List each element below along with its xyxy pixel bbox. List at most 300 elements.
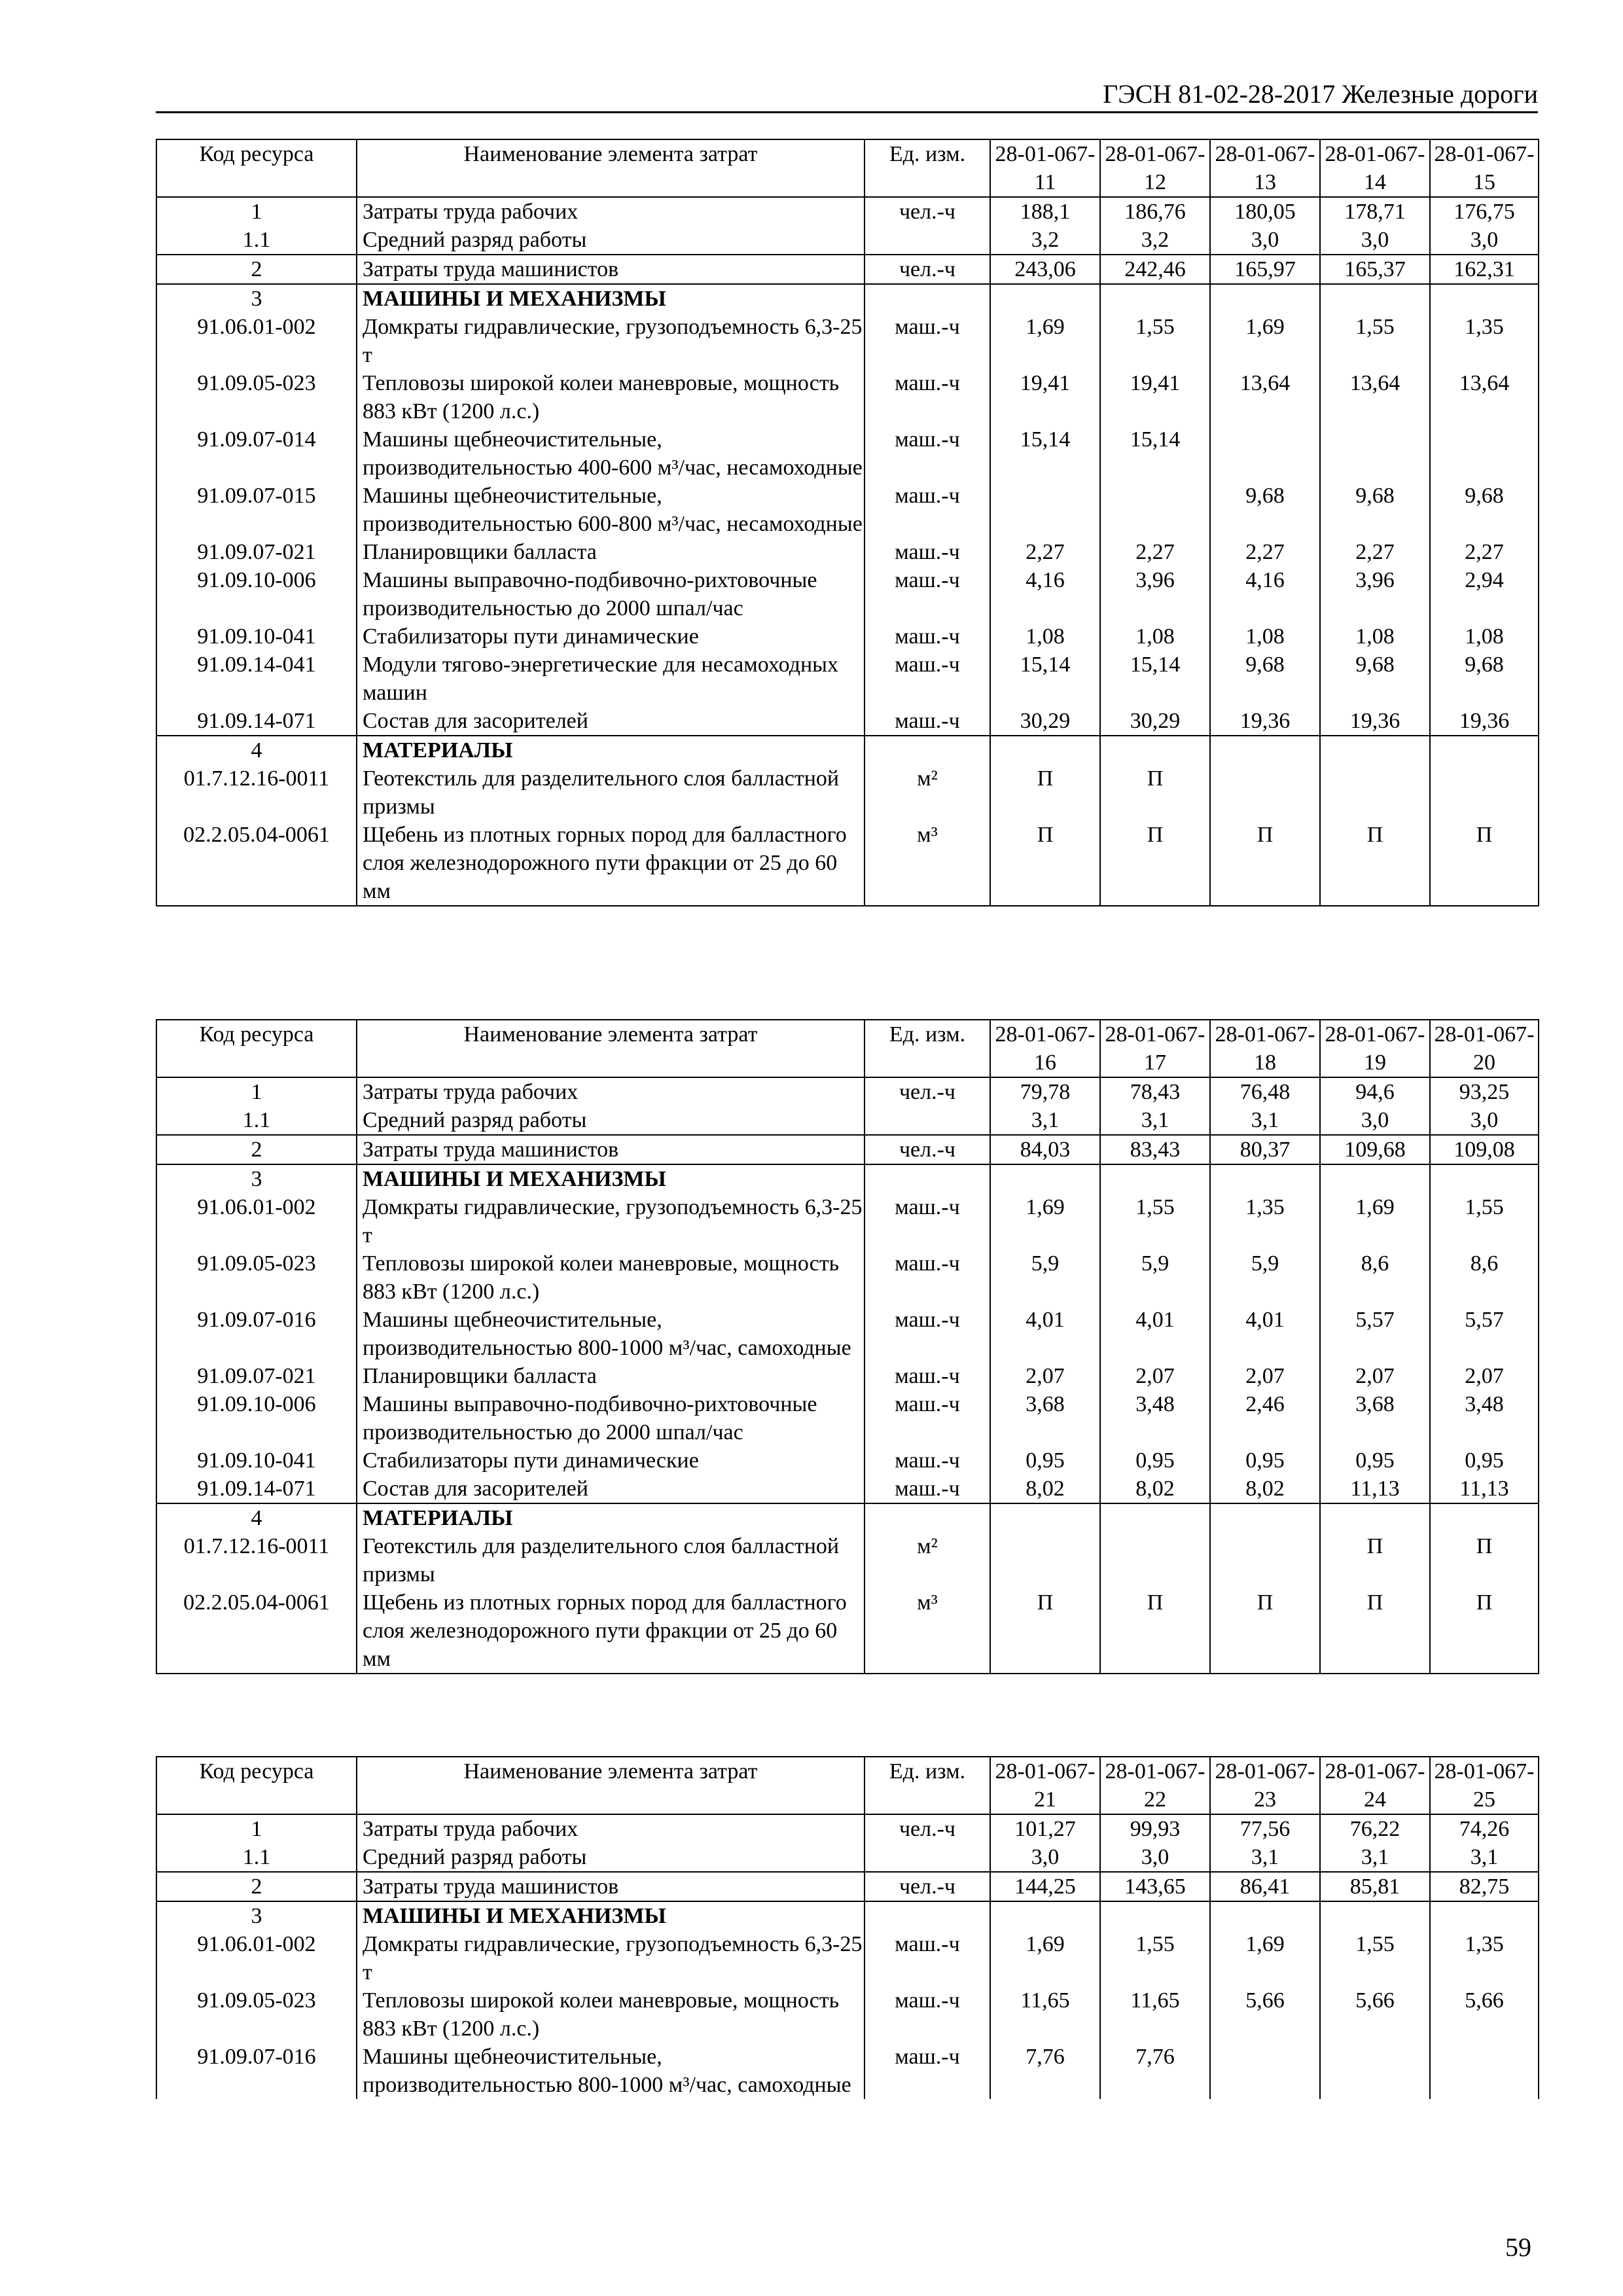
value-cell: 79,78 xyxy=(990,1077,1100,1106)
value-cell: 8,02 xyxy=(1210,1475,1320,1503)
value-cell: 3,0 xyxy=(1430,1106,1539,1135)
value-cell: 3,1 xyxy=(1320,1843,1430,1872)
value-cell: 9,68 xyxy=(1430,482,1539,538)
column-header-norm-code: 28-01-067-16 xyxy=(990,1020,1100,1077)
value-cell: 109,08 xyxy=(1430,1135,1539,1164)
unit: маш.-ч xyxy=(865,622,990,651)
value-cell: 109,68 xyxy=(1320,1135,1430,1164)
value-cell: 94,6 xyxy=(1320,1077,1430,1106)
value-cell: П xyxy=(1100,764,1210,821)
value-cell: 4,16 xyxy=(990,566,1100,622)
value-cell: 82,75 xyxy=(1430,1872,1539,1901)
value-cell: 101,27 xyxy=(990,1814,1100,1843)
value-cell xyxy=(1210,1164,1320,1193)
column-header-norm-code: 28-01-067-12 xyxy=(1100,139,1210,197)
unit xyxy=(865,1843,990,1872)
table-row xyxy=(156,1106,1539,1135)
value-cell: 13,64 xyxy=(1430,369,1539,425)
value-cell: 144,25 xyxy=(990,1872,1100,1901)
value-cell xyxy=(990,1901,1100,1930)
unit: чел.-ч xyxy=(865,1135,990,1164)
unit: маш.-ч xyxy=(865,369,990,425)
value-cell xyxy=(990,736,1100,764)
cost-element-name: Геотекстиль для разделительного слоя балластной призмы xyxy=(357,1532,865,1588)
norm-table-3 xyxy=(156,1756,1539,2099)
value-cell: 3,68 xyxy=(1320,1390,1430,1446)
value-cell: 2,07 xyxy=(1100,1362,1210,1390)
value-cell: 78,43 xyxy=(1100,1077,1210,1106)
cost-element-name: Модули тягово-энергетические для несамоходных машин xyxy=(357,651,865,707)
value-cell: 83,43 xyxy=(1100,1135,1210,1164)
section-row xyxy=(156,1901,1539,1930)
value-cell xyxy=(1320,1901,1430,1930)
section-number: 3 xyxy=(156,1164,357,1193)
value-cell xyxy=(1100,1164,1210,1193)
cost-element-name: Домкраты гидравлические, грузоподъемность 6,3-25 т xyxy=(357,313,865,369)
section-title: МАШИНЫ И МЕХАНИЗМЫ xyxy=(357,1901,865,1930)
value-cell xyxy=(1430,1901,1539,1930)
column-header-norm-code: 28-01-067-18 xyxy=(1210,1020,1320,1077)
value-cell: 19,41 xyxy=(1100,369,1210,425)
value-cell xyxy=(1210,2043,1320,2099)
value-cell: 8,6 xyxy=(1430,1249,1539,1306)
resource-code: 2 xyxy=(156,255,357,284)
unit: маш.-ч xyxy=(865,2043,990,2099)
column-header-norm-code: 28-01-067-13 xyxy=(1210,139,1320,197)
value-cell: 1,08 xyxy=(990,622,1100,651)
resource-code: 01.7.12.16-0011 xyxy=(156,1532,357,1588)
value-cell xyxy=(1210,764,1320,821)
value-cell xyxy=(1100,1503,1210,1532)
unit: маш.-ч xyxy=(865,651,990,707)
value-cell: 3,0 xyxy=(1210,226,1320,255)
value-cell: 1,55 xyxy=(1100,1193,1210,1249)
column-header-norm-code: 28-01-067-11 xyxy=(990,139,1100,197)
column-header-norm-code: 28-01-067-23 xyxy=(1210,1757,1320,1814)
table-row xyxy=(156,764,1539,821)
value-cell: 178,71 xyxy=(1320,197,1430,226)
column-header-norm-code: 28-01-067-17 xyxy=(1100,1020,1210,1077)
cost-element-name: Щебень из плотных горных пород для балластного слоя железнодорожного пути фракции от 25 до 60 мм xyxy=(357,821,865,906)
value-cell: 77,56 xyxy=(1210,1814,1320,1843)
value-cell xyxy=(1320,425,1430,482)
value-cell xyxy=(1320,2043,1430,2099)
table-row xyxy=(156,425,1539,482)
value-cell xyxy=(1320,736,1430,764)
value-cell: 99,93 xyxy=(1100,1814,1210,1843)
value-cell: 19,36 xyxy=(1210,707,1320,736)
value-cell: 13,64 xyxy=(1210,369,1320,425)
value-cell: 15,14 xyxy=(1100,651,1210,707)
value-cell: П xyxy=(990,821,1100,906)
unit xyxy=(865,226,990,255)
resource-code: 1.1 xyxy=(156,226,357,255)
column-header-norm-code: 28-01-067-19 xyxy=(1320,1020,1430,1077)
unit: маш.-ч xyxy=(865,1475,990,1503)
value-cell: П xyxy=(1320,1588,1430,1674)
value-cell: 30,29 xyxy=(1100,707,1210,736)
value-cell: 3,1 xyxy=(1100,1106,1210,1135)
value-cell xyxy=(1210,736,1320,764)
table-row xyxy=(156,1814,1539,1843)
value-cell: 9,68 xyxy=(1320,482,1430,538)
unit: маш.-ч xyxy=(865,482,990,538)
table-row xyxy=(156,1872,1539,1901)
cost-element-name: Стабилизаторы пути динамические xyxy=(357,622,865,651)
value-cell: 13,64 xyxy=(1320,369,1430,425)
value-cell: П xyxy=(1100,821,1210,906)
value-cell: 30,29 xyxy=(990,707,1100,736)
cost-element-name: Щебень из плотных горных пород для балластного слоя железнодорожного пути фракции от 25 до 60 мм xyxy=(357,1588,865,1674)
value-cell: 5,9 xyxy=(990,1249,1100,1306)
value-cell: 9,68 xyxy=(1210,651,1320,707)
resource-code: 91.09.14-071 xyxy=(156,1475,357,1503)
cost-element-name: Машины щебнеочистительные, производительностью 800-1000 м³/час, самоходные xyxy=(357,1306,865,1362)
value-cell xyxy=(1430,736,1539,764)
resource-code: 91.09.05-023 xyxy=(156,369,357,425)
unit: чел.-ч xyxy=(865,1814,990,1843)
table-row xyxy=(156,622,1539,651)
value-cell: 1,35 xyxy=(1430,1930,1539,1986)
value-cell xyxy=(1100,482,1210,538)
section-title: МАТЕРИАЛЫ xyxy=(357,736,865,764)
value-cell: П xyxy=(1210,821,1320,906)
value-cell: 2,27 xyxy=(1100,538,1210,566)
unit: маш.-ч xyxy=(865,538,990,566)
value-cell: 19,41 xyxy=(990,369,1100,425)
value-cell: 2,07 xyxy=(1320,1362,1430,1390)
value-cell: 143,65 xyxy=(1100,1872,1210,1901)
value-cell: 3,1 xyxy=(1430,1843,1539,1872)
column-header-name: Наименование элемента затрат xyxy=(357,1020,865,1077)
resource-code: 91.09.07-021 xyxy=(156,538,357,566)
value-cell xyxy=(990,1532,1100,1588)
value-cell: 1,69 xyxy=(1320,1193,1430,1249)
column-header-norm-code: 28-01-067-25 xyxy=(1430,1757,1539,1814)
value-cell xyxy=(1430,764,1539,821)
value-cell xyxy=(1100,1901,1210,1930)
value-cell: 4,16 xyxy=(1210,566,1320,622)
unit: чел.-ч xyxy=(865,1077,990,1106)
table-row xyxy=(156,1446,1539,1475)
value-cell: 1,69 xyxy=(990,1930,1100,1986)
cost-element-name: Средний разряд работы xyxy=(357,226,865,255)
column-header-norm-code: 28-01-067-22 xyxy=(1100,1757,1210,1814)
unit: маш.-ч xyxy=(865,425,990,482)
resource-code: 1 xyxy=(156,197,357,226)
table-row xyxy=(156,1390,1539,1446)
unit: чел.-ч xyxy=(865,255,990,284)
column-header-name: Наименование элемента затрат xyxy=(357,1757,865,1814)
value-cell: 85,81 xyxy=(1320,1872,1430,1901)
value-cell xyxy=(1210,1503,1320,1532)
value-cell: 5,9 xyxy=(1100,1249,1210,1306)
cost-element-name: Тепловозы широкой колеи маневровые, мощность 883 кВт (1200 л.с.) xyxy=(357,1249,865,1306)
value-cell: 11,13 xyxy=(1320,1475,1430,1503)
resource-code: 91.09.10-041 xyxy=(156,1446,357,1475)
value-cell: 76,48 xyxy=(1210,1077,1320,1106)
unit xyxy=(865,284,990,313)
value-cell: 1,08 xyxy=(1430,622,1539,651)
column-header-norm-code: 28-01-067-24 xyxy=(1320,1757,1430,1814)
value-cell: 8,02 xyxy=(990,1475,1100,1503)
value-cell: 1,55 xyxy=(1430,1193,1539,1249)
value-cell: 3,0 xyxy=(1320,1106,1430,1135)
value-cell: 80,37 xyxy=(1210,1135,1320,1164)
value-cell: 9,68 xyxy=(1210,482,1320,538)
cost-element-name: Затраты труда рабочих xyxy=(357,197,865,226)
value-cell: 165,97 xyxy=(1210,255,1320,284)
value-cell: 242,46 xyxy=(1100,255,1210,284)
table-row xyxy=(156,1306,1539,1362)
cost-element-name: Состав для засорителей xyxy=(357,707,865,736)
cost-element-name: Машины выправочно-подбивочно-рихтовочные производительностью до 2000 шпал/час xyxy=(357,566,865,622)
value-cell xyxy=(1430,1164,1539,1193)
column-header-norm-code: 28-01-067-20 xyxy=(1430,1020,1539,1077)
value-cell: 19,36 xyxy=(1320,707,1430,736)
value-cell: 4,01 xyxy=(990,1306,1100,1362)
cost-element-name: Средний разряд работы xyxy=(357,1106,865,1135)
value-cell: П xyxy=(1430,1588,1539,1674)
resource-code: 91.09.10-006 xyxy=(156,1390,357,1446)
value-cell: 5,66 xyxy=(1210,1986,1320,2043)
cost-element-name: Тепловозы широкой колеи маневровые, мощность 883 кВт (1200 л.с.) xyxy=(357,1986,865,2043)
value-cell: 3,48 xyxy=(1430,1390,1539,1446)
table-row xyxy=(156,313,1539,369)
value-cell: 3,48 xyxy=(1100,1390,1210,1446)
value-cell: 1,08 xyxy=(1210,622,1320,651)
cost-element-name: Средний разряд работы xyxy=(357,1843,865,1872)
value-cell: 2,94 xyxy=(1430,566,1539,622)
column-header-unit: Ед. изм. xyxy=(865,139,990,197)
value-cell: 2,27 xyxy=(1320,538,1430,566)
resource-code: 91.06.01-002 xyxy=(156,1930,357,1986)
resource-code: 2 xyxy=(156,1872,357,1901)
unit: чел.-ч xyxy=(865,1872,990,1901)
resource-code: 1.1 xyxy=(156,1843,357,1872)
cost-element-name: Затраты труда машинистов xyxy=(357,1135,865,1164)
value-cell: 1,55 xyxy=(1100,313,1210,369)
cost-element-name: Домкраты гидравлические, грузоподъемность 6,3-25 т xyxy=(357,1930,865,1986)
value-cell: П xyxy=(990,1588,1100,1674)
value-cell xyxy=(990,1503,1100,1532)
value-cell: 176,75 xyxy=(1430,197,1539,226)
table-row xyxy=(156,1135,1539,1164)
unit: маш.-ч xyxy=(865,1193,990,1249)
norm-table-2 xyxy=(156,1019,1539,1674)
page-number: 59 xyxy=(1505,2233,1531,2262)
value-cell: 0,95 xyxy=(990,1446,1100,1475)
value-cell xyxy=(1320,284,1430,313)
table-row xyxy=(156,538,1539,566)
table-row xyxy=(156,255,1539,284)
value-cell xyxy=(1210,284,1320,313)
unit: маш.-ч xyxy=(865,1249,990,1306)
value-cell xyxy=(1100,736,1210,764)
cost-element-name: Затраты труда машинистов xyxy=(357,255,865,284)
value-cell: 2,46 xyxy=(1210,1390,1320,1446)
column-header-code: Код ресурса xyxy=(156,1757,357,1814)
value-cell xyxy=(1100,1532,1210,1588)
value-cell: 9,68 xyxy=(1320,651,1430,707)
table-row xyxy=(156,566,1539,622)
value-cell: 0,95 xyxy=(1320,1446,1430,1475)
unit: м³ xyxy=(865,821,990,906)
section-number: 3 xyxy=(156,1901,357,1930)
unit: маш.-ч xyxy=(865,1930,990,1986)
value-cell: 2,07 xyxy=(990,1362,1100,1390)
unit xyxy=(865,1901,990,1930)
value-cell: 180,05 xyxy=(1210,197,1320,226)
table-row xyxy=(156,1532,1539,1588)
value-cell xyxy=(1430,425,1539,482)
value-cell: 5,9 xyxy=(1210,1249,1320,1306)
value-cell: 2,27 xyxy=(1210,538,1320,566)
section-number: 3 xyxy=(156,284,357,313)
value-cell: 2,07 xyxy=(1430,1362,1539,1390)
unit: маш.-ч xyxy=(865,1362,990,1390)
resource-code: 91.09.07-015 xyxy=(156,482,357,538)
table-row xyxy=(156,651,1539,707)
column-header-code: Код ресурса xyxy=(156,1020,357,1077)
column-header-norm-code: 28-01-067-15 xyxy=(1430,139,1539,197)
table-row xyxy=(156,1843,1539,1872)
value-cell: 3,0 xyxy=(1100,1843,1210,1872)
resource-code: 02.2.05.04-0061 xyxy=(156,1588,357,1674)
table-row xyxy=(156,1588,1539,1674)
cost-element-name: Тепловозы широкой колеи маневровые, мощность 883 кВт (1200 л.с.) xyxy=(357,369,865,425)
section-row xyxy=(156,1503,1539,1532)
section-row xyxy=(156,284,1539,313)
table-row xyxy=(156,1077,1539,1106)
column-header-code: Код ресурса xyxy=(156,139,357,197)
value-cell: 243,06 xyxy=(990,255,1100,284)
value-cell: 3,2 xyxy=(1100,226,1210,255)
resource-code: 91.09.05-023 xyxy=(156,1986,357,2043)
value-cell: 3,1 xyxy=(990,1106,1100,1135)
resource-code: 01.7.12.16-0011 xyxy=(156,764,357,821)
value-cell: 1,55 xyxy=(1100,1930,1210,1986)
table-row xyxy=(156,2043,1539,2099)
section-number: 4 xyxy=(156,1503,357,1532)
value-cell xyxy=(1320,1164,1430,1193)
resource-code: 91.09.07-021 xyxy=(156,1362,357,1390)
value-cell: 3,68 xyxy=(990,1390,1100,1446)
value-cell: 3,1 xyxy=(1210,1843,1320,1872)
section-title: МАТЕРИАЛЫ xyxy=(357,1503,865,1532)
value-cell: 188,1 xyxy=(990,197,1100,226)
cost-element-name: Машины щебнеочистительные, производительностью 800-1000 м³/час, самоходные xyxy=(357,2043,865,2099)
cost-element-name: Домкраты гидравлические, грузоподъемность 6,3-25 т xyxy=(357,1193,865,1249)
value-cell: 3,0 xyxy=(1430,226,1539,255)
value-cell: 3,96 xyxy=(1100,566,1210,622)
cost-element-name: Затраты труда рабочих xyxy=(357,1814,865,1843)
section-row xyxy=(156,1164,1539,1193)
value-cell xyxy=(1430,1503,1539,1532)
value-cell: 1,69 xyxy=(1210,313,1320,369)
value-cell: 84,03 xyxy=(990,1135,1100,1164)
value-cell: 8,6 xyxy=(1320,1249,1430,1306)
resource-code: 91.09.05-023 xyxy=(156,1249,357,1306)
value-cell: 3,2 xyxy=(990,226,1100,255)
resource-code: 91.09.07-014 xyxy=(156,425,357,482)
unit: м² xyxy=(865,1532,990,1588)
value-cell xyxy=(990,482,1100,538)
unit: маш.-ч xyxy=(865,313,990,369)
value-cell: 1,08 xyxy=(1100,622,1210,651)
column-header-name: Наименование элемента затрат xyxy=(357,139,865,197)
value-cell: 1,55 xyxy=(1320,1930,1430,1986)
unit xyxy=(865,1503,990,1532)
value-cell: П xyxy=(990,764,1100,821)
value-cell: 1,69 xyxy=(990,313,1100,369)
table-row xyxy=(156,482,1539,538)
table-row xyxy=(156,707,1539,736)
section-number: 4 xyxy=(156,736,357,764)
value-cell xyxy=(1210,1532,1320,1588)
value-cell: 186,76 xyxy=(1100,197,1210,226)
value-cell: 1,08 xyxy=(1320,622,1430,651)
unit: м³ xyxy=(865,1588,990,1674)
value-cell: 0,95 xyxy=(1210,1446,1320,1475)
value-cell: П xyxy=(1430,1532,1539,1588)
resource-code: 91.09.07-016 xyxy=(156,2043,357,2099)
resource-code: 91.09.07-016 xyxy=(156,1306,357,1362)
unit xyxy=(865,1164,990,1193)
value-cell: 5,57 xyxy=(1430,1306,1539,1362)
table-row xyxy=(156,821,1539,906)
value-cell: 1,69 xyxy=(990,1193,1100,1249)
table-row xyxy=(156,1362,1539,1390)
unit: маш.-ч xyxy=(865,1446,990,1475)
value-cell xyxy=(1320,1503,1430,1532)
cost-element-name: Геотекстиль для разделительного слоя балластной призмы xyxy=(357,764,865,821)
value-cell: 1,69 xyxy=(1210,1930,1320,1986)
value-cell: 3,96 xyxy=(1320,566,1430,622)
value-cell xyxy=(1210,425,1320,482)
cost-element-name: Стабилизаторы пути динамические xyxy=(357,1446,865,1475)
document-title: ГЭСН 81-02-28-2017 Железные дороги xyxy=(1103,79,1538,109)
value-cell: 11,65 xyxy=(1100,1986,1210,2043)
resource-code: 1 xyxy=(156,1077,357,1106)
value-cell: 0,95 xyxy=(1100,1446,1210,1475)
value-cell: 2,07 xyxy=(1210,1362,1320,1390)
value-cell: 162,31 xyxy=(1430,255,1539,284)
cost-element-name: Планировщики балласта xyxy=(357,1362,865,1390)
value-cell: 86,41 xyxy=(1210,1872,1320,1901)
value-cell: 5,66 xyxy=(1430,1986,1539,2043)
value-cell: 3,0 xyxy=(990,1843,1100,1872)
norm-table-1 xyxy=(156,139,1539,906)
value-cell: 7,76 xyxy=(1100,2043,1210,2099)
column-header-unit: Ед. изм. xyxy=(865,1757,990,1814)
value-cell: 15,14 xyxy=(990,651,1100,707)
table-row xyxy=(156,1249,1539,1306)
section-title: МАШИНЫ И МЕХАНИЗМЫ xyxy=(357,284,865,313)
value-cell: 1,55 xyxy=(1320,313,1430,369)
resource-code: 91.09.14-041 xyxy=(156,651,357,707)
value-cell xyxy=(1430,2043,1539,2099)
unit: маш.-ч xyxy=(865,1306,990,1362)
value-cell: 9,68 xyxy=(1430,651,1539,707)
table-row xyxy=(156,226,1539,255)
value-cell: П xyxy=(1100,1588,1210,1674)
value-cell: П xyxy=(1320,821,1430,906)
unit: чел.-ч xyxy=(865,197,990,226)
unit xyxy=(865,1106,990,1135)
cost-element-name: Состав для засорителей xyxy=(357,1475,865,1503)
table-row xyxy=(156,1193,1539,1249)
